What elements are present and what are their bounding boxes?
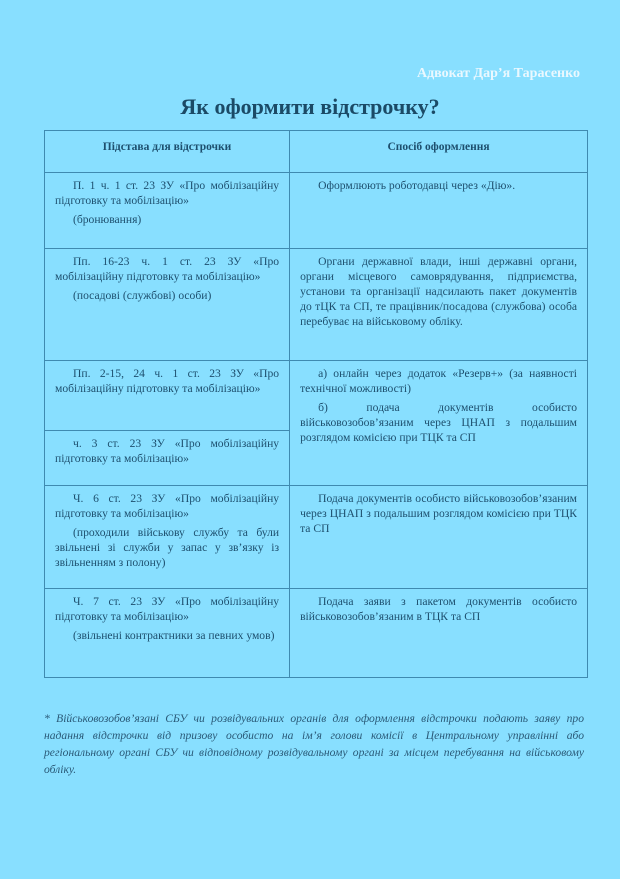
basis-text: ч. 3 ст. 23 ЗУ «Про мобілізаційну підготовку та мобілізацію» — [55, 437, 280, 465]
basis-note: (посадові (службові) особи) — [73, 289, 212, 302]
method-cell — [290, 361, 588, 486]
basis-cell — [45, 361, 290, 431]
method-cell — [290, 589, 588, 678]
table-row — [45, 361, 588, 431]
deferral-table — [44, 130, 588, 678]
page-title: Як оформити відстрочку? — [180, 94, 440, 119]
basis-text: П. 1 ч. 1 ст. 23 ЗУ «Про мобілізаційну підготовку та мобілізацію» — [55, 179, 280, 207]
table-row — [45, 486, 588, 589]
table-header-row — [45, 131, 588, 173]
basis-text: Ч. 6 ст. 23 ЗУ «Про мобілізаційну підготовку та мобілізацію» — [55, 492, 280, 520]
method-cell — [290, 486, 588, 589]
table-row — [45, 589, 588, 678]
basis-text: Пп. 2-15, 24 ч. 1 ст. 23 ЗУ «Про мобілізаційну підготовку та мобілізацію» — [55, 367, 280, 395]
column-header-method: Спосіб оформлення — [290, 131, 588, 173]
basis-note: (проходили військову службу та були звільнені зі служби у запас у зв’язку із звільненням з полону) — [55, 526, 280, 569]
method-text: Оформлюють роботодавці через «Дію». — [318, 179, 516, 192]
basis-text: Пп. 16-23 ч. 1 ст. 23 ЗУ «Про мобілізаційну підготовку та мобілізацію» — [55, 255, 280, 283]
method-cell — [290, 249, 588, 361]
basis-note: (бронювання) — [73, 213, 142, 226]
method-text: Органи державної влади, інші державні органи, органи місцевого самоврядування, підприємства, установи та організації надсилають пакет документів до тЦК та СП, те працівник/посадова (службова) особа перебуває на військовому обліку. — [300, 255, 577, 328]
method-text: Подача документів особисто військовозобов’язаним через ЦНАП з подальшим розглядом комісією при ТЦК та СП — [300, 492, 577, 535]
footnote: * Військовозобов’язані СБУ чи розвідувальних органів для оформлення відстрочки подають заяву про надання відстрочки від призову особисто на ім’я голови комісії в Центральному управлінні або регіональному органі СБУ чи відповідному розвідувальному органі за місцем перебування на військовому обліку. — [44, 712, 584, 776]
basis-note: (звільнені контрактники за певних умов) — [73, 629, 275, 642]
method-option-a: а) онлайн через додаток «Резерв+» (за наявності технічної можливості) — [300, 367, 577, 395]
table-row — [45, 249, 588, 361]
author-name: Адвокат Дар’я Тарасенко — [416, 66, 580, 81]
basis-cell — [45, 431, 290, 486]
basis-cell — [45, 249, 290, 361]
basis-cell — [45, 486, 290, 589]
method-cell — [290, 173, 588, 249]
table-row — [45, 173, 588, 249]
method-text: Подача заяви з пакетом документів особисто військовозобов’язаним в ТЦК та СП — [300, 595, 577, 623]
column-header-basis: Підстава для відстрочки — [45, 131, 290, 173]
basis-cell — [45, 173, 290, 249]
basis-text: Ч. 7 ст. 23 ЗУ «Про мобілізаційну підготовку та мобілізацію» — [55, 595, 280, 623]
basis-cell — [45, 589, 290, 678]
method-option-b: б) подача документів особисто військовозобов’язаним через ЦНАП з подальшим розглядом комісією при ТЦК та СП — [300, 401, 577, 444]
